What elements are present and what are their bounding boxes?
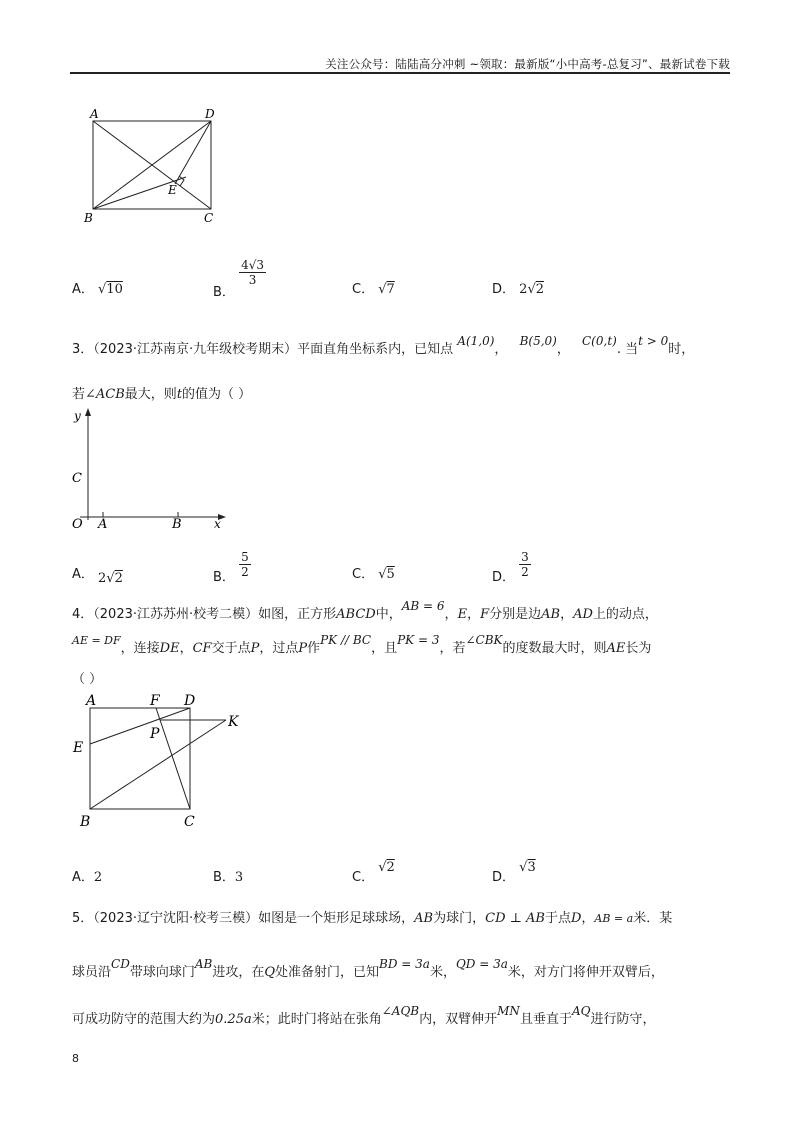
q3-fig-label-o: O: [72, 517, 83, 530]
q2-b-fraction: $\frac{4√3}{3}$: [241, 258, 264, 287]
q3-stem-line-1: 3．（2023·江苏南京·九年级校考期末）平面直角坐标系内，已知点 A(1,0)， B(5,0)， C(0,t). 当t > 0时，: [72, 334, 695, 357]
q4-fig-label-p: P: [150, 726, 160, 742]
figure-q4-square: [70, 688, 250, 828]
fig1-label-e: E: [168, 183, 177, 197]
figure-rectangle-abcd: [80, 104, 230, 228]
q4-fig-label-d: D: [184, 693, 196, 709]
q4-fig-label-a: A: [86, 693, 97, 709]
q3-fig-label-x: x: [214, 517, 221, 530]
q4-fig-label-b: B: [80, 814, 91, 828]
q4-fig-label-e: E: [73, 740, 84, 756]
q3-fig-label-b: B: [172, 517, 182, 530]
q4-fig-label-k: K: [228, 714, 239, 730]
q3-option-c[interactable]: C． √5: [352, 567, 395, 582]
q4-option-d[interactable]: D． √3: [492, 860, 536, 885]
q5-stem-line-2: 球员沿CD带球向球门AB进攻，在Q处准备射门，已知BD = 3a米，QD = 3a米，对方门将伸开双臂后，: [72, 957, 664, 980]
q4-fig-label-f: F: [150, 693, 160, 709]
q4-option-a[interactable]: A．2: [72, 870, 103, 885]
q4-option-c[interactable]: C． √2: [352, 860, 395, 885]
q2-option-c[interactable]: C． √7: [352, 282, 395, 297]
q3-fig-label-y: y: [74, 409, 81, 423]
q4-stem-line-1: 4．（2023·江苏苏州·校考二模）如图，正方形ABCD中，AB = 6，E，F分别是边AB，AD上的动点，: [72, 599, 658, 622]
q2-option-b[interactable]: B． $\frac{4√3}{3}$: [213, 258, 264, 300]
page-header: 关注公众号：陆陆高分冲刺 ~领取：最新版“小中高考-总复习”、最新试卷下载: [325, 57, 730, 71]
q3-option-d[interactable]: D． $\frac{3}{2}$: [492, 550, 529, 585]
q5-stem-line-3: 可成功防守的范围大约为0.25a米；此时门将站在张角∠AQB内，双臂伸开MN且垂直于AQ进行防守，: [72, 1004, 656, 1027]
q4-stem-line-3: （ ）: [72, 672, 103, 687]
q2-option-d[interactable]: D． 2√2: [492, 282, 545, 297]
figure-q3-axes: [66, 404, 236, 530]
fig1-label-a: A: [90, 107, 99, 121]
q3-option-b[interactable]: B． $\frac{5}{2}$: [213, 550, 249, 585]
page-number: 8: [72, 1052, 79, 1065]
q5-stem-line-1: 5．（2023·辽宁沈阳·校考三模）如图是一个矩形足球球场，AB为球门，CD ⊥ AB于点D，AB = a米．某: [72, 911, 673, 926]
q3-stem-line-2: 若∠ACB最大，则t的值为（ ）: [72, 387, 252, 402]
q3-option-a[interactable]: A． 2√2: [72, 567, 123, 586]
q3-fig-label-c: C: [72, 471, 82, 486]
q4-option-b[interactable]: B．3: [213, 870, 244, 885]
q4-fig-label-c: C: [184, 814, 195, 828]
q2-option-a[interactable]: A． √10: [72, 282, 123, 297]
fig1-label-c: C: [204, 211, 214, 225]
header-divider: [70, 72, 730, 74]
q3-fig-label-a: A: [98, 517, 108, 530]
q4-stem-line-2: $^{AE = DF}$，连接DE，CF交于点P，过点P作PK // BC，且PK = 3，若∠CBK的度数最大时，则AE长为: [72, 633, 652, 656]
fig1-label-b: B: [84, 211, 93, 225]
fig1-label-d: D: [205, 107, 215, 121]
